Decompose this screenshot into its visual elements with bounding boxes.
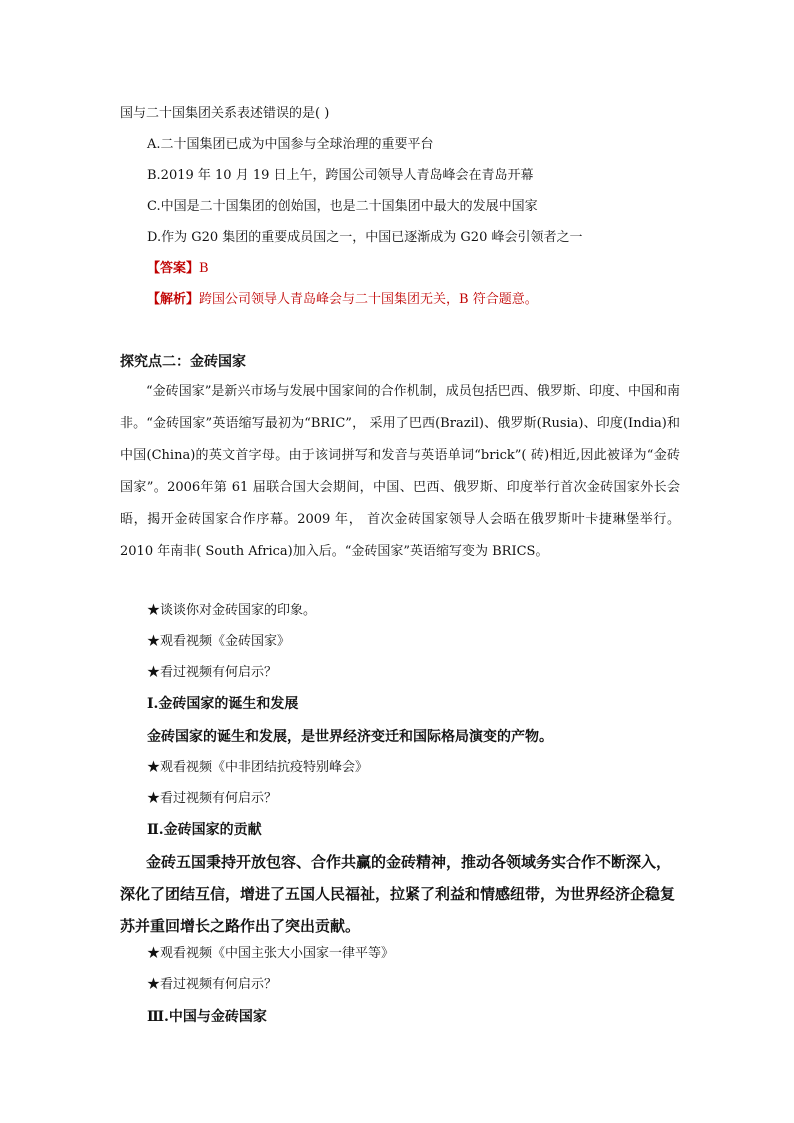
option-a: A.二十国集团已成为中国参与全球治理的重要平台 xyxy=(147,137,434,152)
analysis-tag: 【解析】 xyxy=(147,292,200,307)
task-video-brics: ★观看视频《金砖国家》 xyxy=(147,634,291,649)
task-inspiration-2: ★看过视频有何启示？ xyxy=(147,791,278,806)
subsection-2-text: 金砖五国秉持开放包容、合作共赢的金砖精神，推动各领域务实合作不断深入，深化了团结互信，增进了五国人民福祉，拉紧了利益和情感纽带，为世界经济企稳复苏并重回增长之路作出了突出贡献。 xyxy=(120,853,676,935)
intro-paragraph xyxy=(120,376,680,568)
section-heading: 探究点二：金砖国家 xyxy=(120,354,246,370)
answer-value: B xyxy=(199,261,209,276)
analysis-text: 跨国公司领导人青岛峰会与二十国集团无关，B 符合题意。 xyxy=(199,292,538,307)
task-video-equality: ★观看视频《中国主张大小国家一律平等》 xyxy=(147,946,395,961)
task-impression: ★谈谈你对金砖国家的印象。 xyxy=(147,603,317,618)
option-d: D.作为 G20 集团的重要成员国之一，中国已逐渐成为 G20 峰会引领者之一 xyxy=(147,230,583,245)
answer-line xyxy=(147,259,209,279)
intro-text: “金砖国家”是新兴市场与发展中国家间的合作机制，成员包括巴西、俄罗斯、印度、中国和南非。“金砖国家”英语缩写最初为“BRIC”， 采用了巴西(Brazil)、俄罗斯(Rusia)、印度(India)和中国(China)的英文首字母。由于该词拼写和发音与英语单词“brick”( 砖)相近,因此被译为“金砖国家”。2006年第 61 届联合国大会期间，中国、巴西、俄罗斯、印度举行首次金砖国家外长会晤，揭开金砖国家合作序幕。2009 年， 首次金砖国家领导人会晤在俄罗斯叶卡捷琳堡举行。2010 年南非( South Africa)加入后。“金砖国家”英语缩写变为 BRICS。 xyxy=(120,384,680,559)
option-b: B.2019 年 10 月 19 日上午，跨国公司领导人青岛峰会在青岛开幕 xyxy=(147,168,534,183)
subsection-2-title: Ⅱ.金砖国家的贡献 xyxy=(147,822,262,838)
task-inspiration-3: ★看过视频有何启示？ xyxy=(147,977,278,992)
subsection-1-title: Ⅰ.金砖国家的诞生和发展 xyxy=(147,696,299,712)
subsection-2-paragraph xyxy=(120,846,680,942)
subsection-1-text: 金砖国家的诞生和发展，是世界经济变迁和国际格局演变的产物。 xyxy=(147,729,553,745)
answer-tag: 【答案】 xyxy=(147,261,200,276)
question-stem: 国与二十国集团关系表述错误的是( ) xyxy=(120,106,330,121)
task-video-summit: ★观看视频《中非团结抗疫特别峰会》 xyxy=(147,760,369,775)
task-inspiration-1: ★看过视频有何启示？ xyxy=(147,665,278,680)
subsection-3-title: Ⅲ.中国与金砖国家 xyxy=(147,1009,267,1025)
option-c: C.中国是二十国集团的创始国，也是二十国集团中最大的发展中国家 xyxy=(147,199,538,214)
analysis-line xyxy=(147,290,538,310)
